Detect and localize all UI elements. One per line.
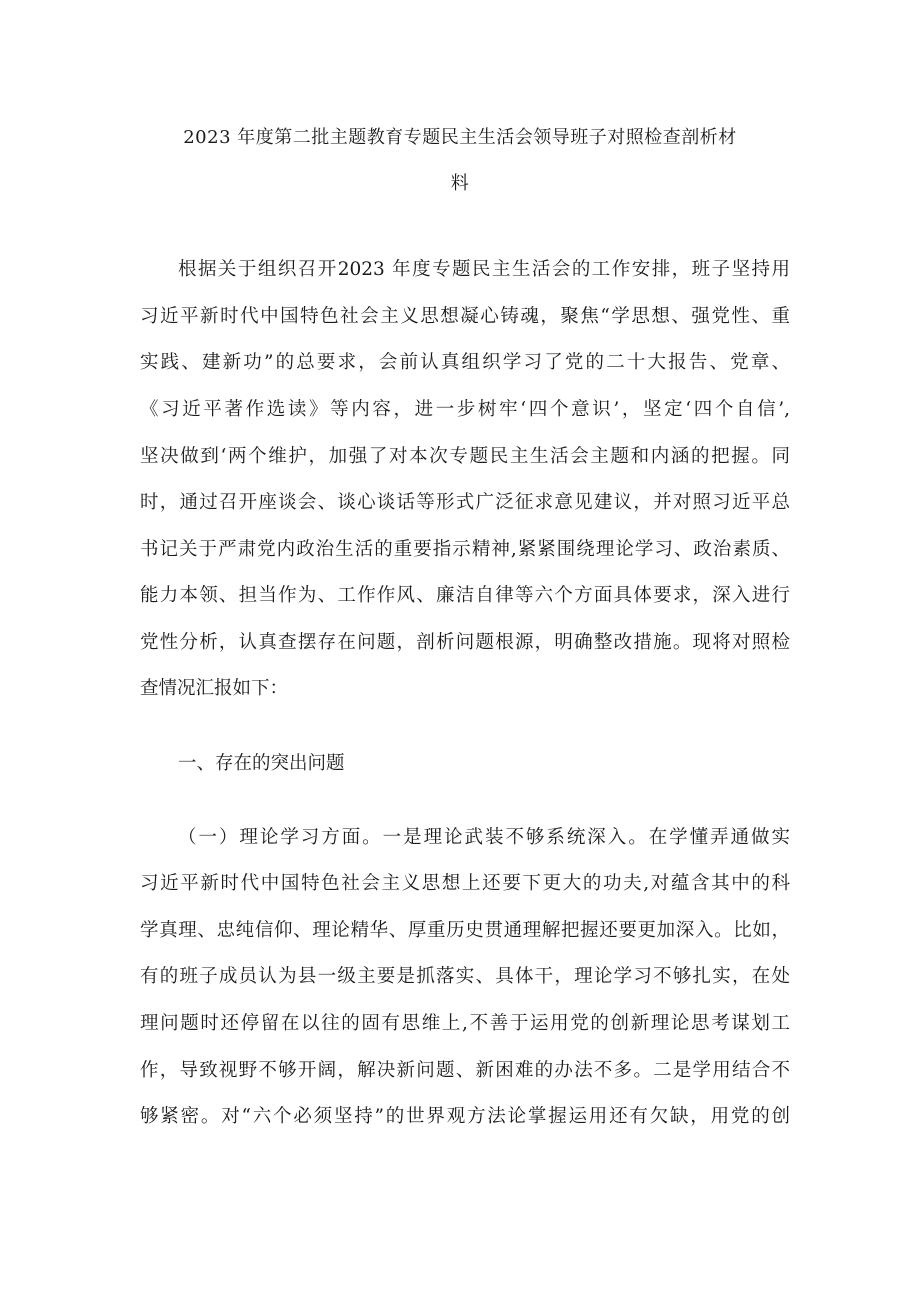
intro-paragraph-line: 书记关于严肃党内政治生活的重要指示精神,紧紧围绕理论学习、政治素质、 [140, 539, 790, 560]
subsection-paragraph-line: 作，导致视野不够开阔，解决新问题、新困难的办法不多。二是学用结合不 [140, 1060, 790, 1081]
intro-paragraph-line: 查情况汇报如下： [140, 678, 289, 699]
subsection-paragraph-line: 理问题时还停留在以往的固有思维上,不善于运用党的创新理论思考谋划工 [140, 1013, 790, 1034]
intro-paragraph-line: 能力本领、担当作为、工作作风、廉洁自律等六个方面具体要求，深入进行 [140, 585, 790, 606]
section-heading: 一、存在的突出问题 [178, 753, 345, 774]
intro-paragraph-line: 时，通过召开座谈会、谈心谈话等形式广泛征求意见建议，并对照习近平总 [140, 492, 790, 513]
subsection-paragraph-line: 学真理、忠纯信仰、理论精华、厚重历史贯通理解把握还要更加深入。比如， [140, 920, 790, 941]
subsection-paragraph-line: 习近平新时代中国特色社会主义思想上还要下更大的功夫,对蕴含其中的科 [140, 873, 790, 894]
subsection-paragraph-line: 有的班子成员认为县一级主要是抓落实、具体干，理论学习不够扎实，在处 [140, 966, 790, 987]
intro-paragraph-line: 党性分析，认真查摆存在问题，剖析问题根源，明确整改措施。现将对照检 [140, 632, 790, 653]
intro-paragraph-line: 《习近平著作选读》等内容，进一步树牢‘四个意识’，坚定‘四个自信’, [140, 399, 790, 420]
intro-paragraph-line: 习近平新时代中国特色社会主义思想凝心铸魂，聚焦“学思想、强党性、重 [140, 306, 790, 327]
intro-paragraph-line: 实践、建新功”的总要求，会前认真组织学习了党的二十大报告、党章、 [140, 352, 790, 373]
subsection-paragraph-line: （一）理论学习方面。一是理论武装不够系统深入。在学懂弄通做实 [178, 827, 790, 848]
document-title-line-1: 2023 年度第二批主题教育专题民主生活会领导班子对照检查剖析材 [183, 127, 737, 148]
subsection-paragraph-line: 够紧密。对“六个必须坚持”的世界观方法论掌握运用还有欠缺，用党的创 [140, 1106, 790, 1127]
intro-paragraph-line: 坚决做到‘两个维护，加强了对本次专题民主生活会主题和内涵的把握。同 [140, 446, 790, 467]
intro-paragraph-line: 根据关于组织召开2023 年度专题民主生活会的工作安排，班子坚持用 [178, 259, 790, 280]
document-title-line-2: 料 [450, 173, 470, 194]
